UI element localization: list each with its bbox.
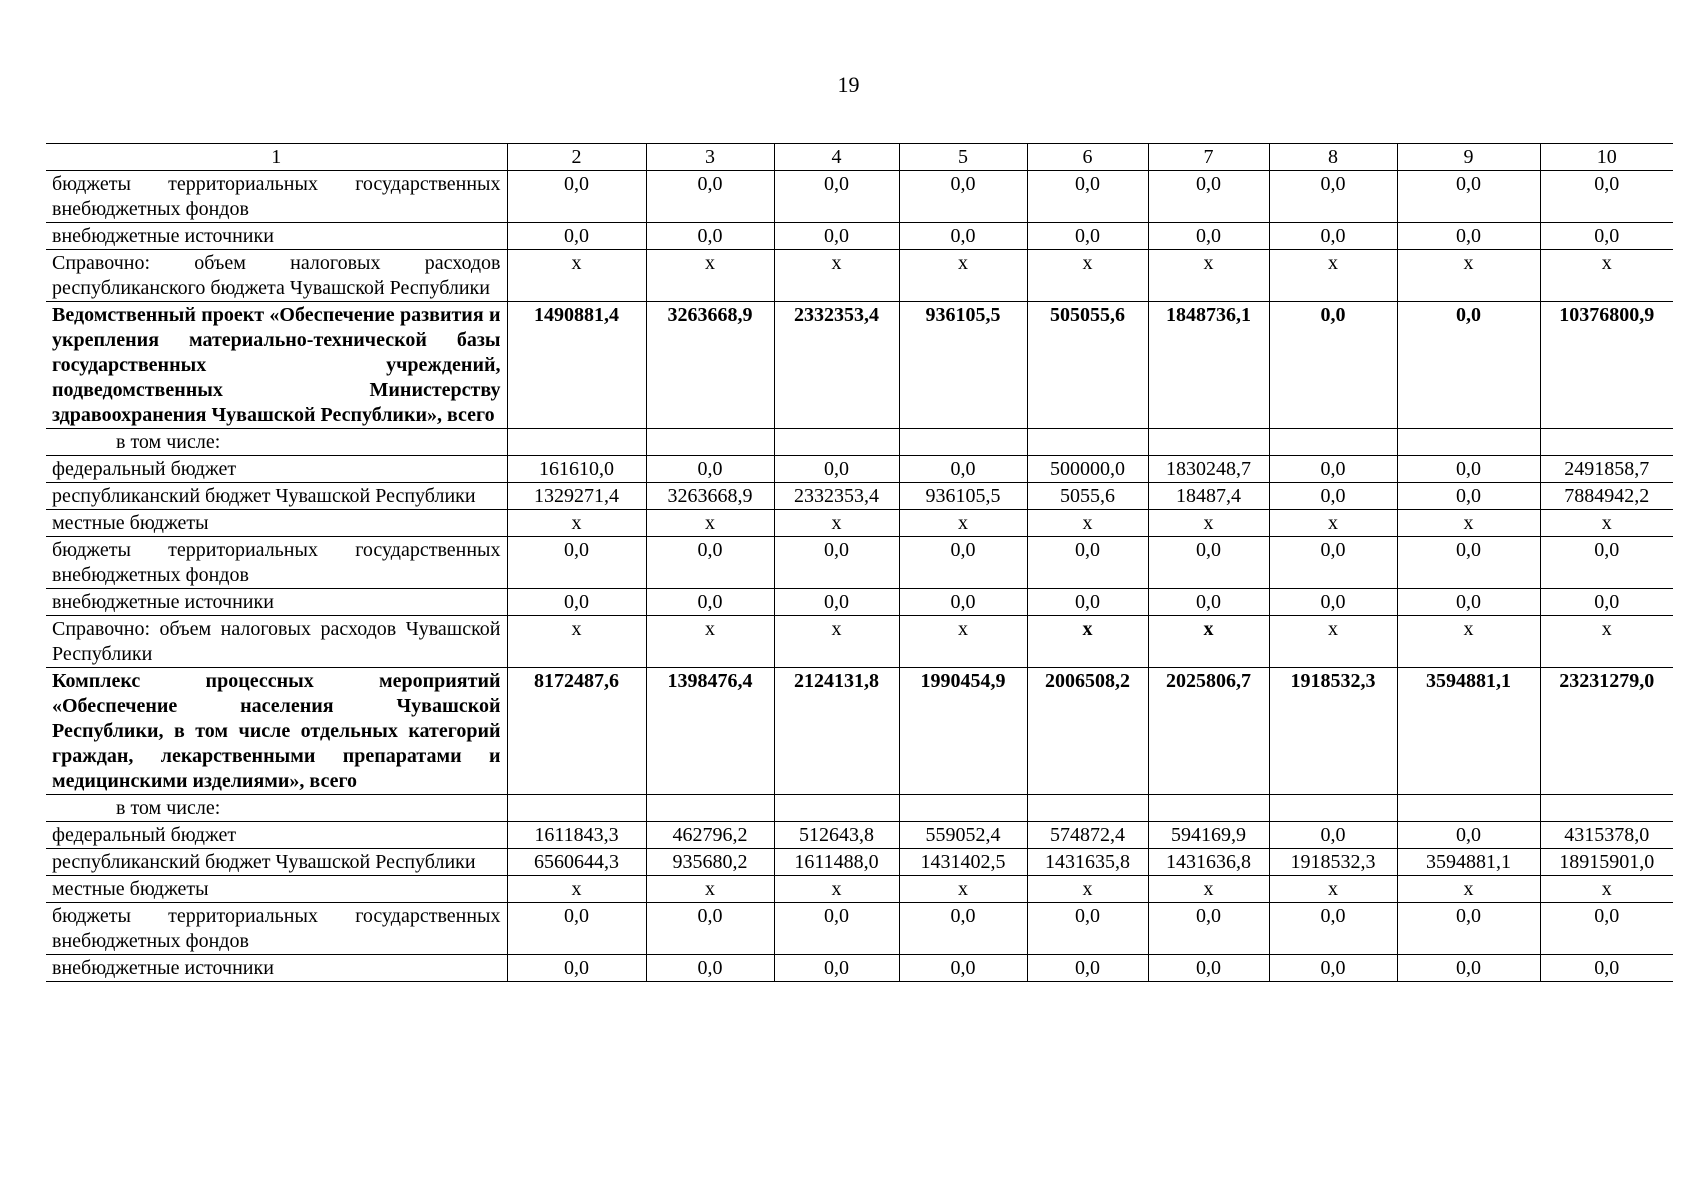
value-cell-col-7: 2025806,7	[1148, 668, 1269, 795]
value-cell-col-6: 0,0	[1027, 537, 1148, 589]
value-cell-col-9: x	[1397, 876, 1540, 903]
value-cell-col-8: 0,0	[1269, 483, 1397, 510]
value-cell-col-3: 0,0	[646, 456, 774, 483]
row-label: внебюджетные источники	[52, 591, 274, 613]
value-cell-col-5: 0,0	[899, 903, 1027, 955]
value-cell-col-8: 0,0	[1269, 955, 1397, 982]
value-cell-col-5: 0,0	[899, 589, 1027, 616]
value-cell-col-2: 0,0	[507, 223, 646, 250]
value-cell-col-7: 0,0	[1148, 171, 1269, 223]
value-cell-col-6: x	[1027, 616, 1148, 668]
value-cell-col-4: x	[774, 876, 899, 903]
value-cell-col-2: 0,0	[507, 903, 646, 955]
value-cell-col-8: 1918532,3	[1269, 849, 1397, 876]
value-cell-col-3: 935680,2	[646, 849, 774, 876]
value-cell-col-10: x	[1540, 876, 1673, 903]
value-cell-col-5: x	[899, 616, 1027, 668]
row-label: в том числе:	[116, 797, 221, 819]
value-cell-col-3: x	[646, 876, 774, 903]
value-cell-col-5: 936105,5	[899, 302, 1027, 429]
value-cell-col-7: 0,0	[1148, 589, 1269, 616]
value-cell-col-6: 0,0	[1027, 223, 1148, 250]
value-cell-col-8: x	[1269, 876, 1397, 903]
value-cell-col-6: x	[1027, 250, 1148, 302]
column-number-row	[46, 144, 1673, 171]
table-body	[46, 144, 1673, 982]
value-cell-col-10	[1540, 429, 1673, 456]
value-cell-col-7: 1848736,1	[1148, 302, 1269, 429]
value-cell-col-7	[1148, 429, 1269, 456]
column-header: 7	[1148, 144, 1269, 171]
value-cell-col-2: x	[507, 510, 646, 537]
value-cell-col-7: x	[1148, 876, 1269, 903]
row-label: Справочно: объем налоговых расходов республиканского бюджета Чувашской Республики	[52, 252, 501, 299]
page-number: 19	[837, 72, 860, 97]
row-label: местные бюджеты	[52, 878, 209, 900]
row-label: федеральный бюджет	[52, 458, 237, 480]
value-cell-col-5: 0,0	[899, 223, 1027, 250]
row-label: в том числе:	[116, 431, 221, 453]
value-cell-col-5	[899, 795, 1027, 822]
value-cell-col-3: 1398476,4	[646, 668, 774, 795]
value-cell-col-4	[774, 795, 899, 822]
value-cell-col-9: 0,0	[1397, 537, 1540, 589]
value-cell-col-7	[1148, 795, 1269, 822]
value-cell-col-10: 2491858,7	[1540, 456, 1673, 483]
value-cell-col-4	[774, 429, 899, 456]
value-cell-col-7: 0,0	[1148, 223, 1269, 250]
table-row	[46, 510, 1673, 537]
value-cell-col-10: 4315378,0	[1540, 822, 1673, 849]
value-cell-col-8: 0,0	[1269, 223, 1397, 250]
value-cell-col-2: 0,0	[507, 171, 646, 223]
row-label: республиканский бюджет Чувашской Республики	[52, 851, 476, 873]
table-row	[46, 876, 1673, 903]
value-cell-col-5: 936105,5	[899, 483, 1027, 510]
value-cell-col-8: 0,0	[1269, 903, 1397, 955]
value-cell-col-2: 6560644,3	[507, 849, 646, 876]
value-cell-col-10: 0,0	[1540, 589, 1673, 616]
value-cell-col-5: 0,0	[899, 955, 1027, 982]
value-cell-col-6: 0,0	[1027, 589, 1148, 616]
value-cell-col-9: 0,0	[1397, 822, 1540, 849]
value-cell-col-10: x	[1540, 616, 1673, 668]
value-cell-col-3: x	[646, 616, 774, 668]
value-cell-col-9: 0,0	[1397, 171, 1540, 223]
value-cell-col-4: 0,0	[774, 537, 899, 589]
value-cell-col-4: 1611488,0	[774, 849, 899, 876]
column-header: 2	[507, 144, 646, 171]
value-cell-col-4: 512643,8	[774, 822, 899, 849]
value-cell-col-2: 1611843,3	[507, 822, 646, 849]
value-cell-col-2	[507, 795, 646, 822]
value-cell-col-7: 0,0	[1148, 903, 1269, 955]
row-label: Ведомственный проект «Обеспечение развития и укрепления материально-технической базы государственных учреждений, подведомственных Министерству здравоохранения Чувашской Республики», всего	[52, 304, 501, 426]
value-cell-col-9: 0,0	[1397, 483, 1540, 510]
value-cell-col-5: x	[899, 876, 1027, 903]
value-cell-col-2: 1329271,4	[507, 483, 646, 510]
value-cell-col-7: 1431636,8	[1148, 849, 1269, 876]
value-cell-col-9: 0,0	[1397, 456, 1540, 483]
value-cell-col-8: x	[1269, 616, 1397, 668]
value-cell-col-8: 0,0	[1269, 456, 1397, 483]
value-cell-col-2: 8172487,6	[507, 668, 646, 795]
value-cell-col-4: 0,0	[774, 903, 899, 955]
value-cell-col-3: 0,0	[646, 537, 774, 589]
value-cell-col-4: 0,0	[774, 955, 899, 982]
value-cell-col-3: 0,0	[646, 955, 774, 982]
value-cell-col-8: 1918532,3	[1269, 668, 1397, 795]
value-cell-col-6: 574872,4	[1027, 822, 1148, 849]
value-cell-col-10: 0,0	[1540, 955, 1673, 982]
value-cell-col-2: 161610,0	[507, 456, 646, 483]
value-cell-col-3: 0,0	[646, 171, 774, 223]
value-cell-col-8: 0,0	[1269, 537, 1397, 589]
value-cell-col-6: 505055,6	[1027, 302, 1148, 429]
value-cell-col-9: 0,0	[1397, 302, 1540, 429]
row-label: бюджеты территориальных государственных внебюджетных фондов	[52, 539, 501, 586]
value-cell-col-5: 0,0	[899, 456, 1027, 483]
value-cell-col-6	[1027, 429, 1148, 456]
budget-table	[46, 143, 1673, 982]
value-cell-col-6: x	[1027, 510, 1148, 537]
table-row	[46, 616, 1673, 668]
row-label: Комплекс процессных мероприятий «Обеспечение населения Чувашской Республики, в том числе отдельных категорий граждан, лекарственными препаратами и медицинскими изделиями», всего	[52, 670, 501, 792]
table-row	[46, 250, 1673, 302]
value-cell-col-5: 1431402,5	[899, 849, 1027, 876]
value-cell-col-9: 0,0	[1397, 589, 1540, 616]
row-label: местные бюджеты	[52, 512, 209, 534]
value-cell-col-9: x	[1397, 616, 1540, 668]
value-cell-col-4: x	[774, 510, 899, 537]
value-cell-col-2: 0,0	[507, 537, 646, 589]
value-cell-col-8: x	[1269, 510, 1397, 537]
value-cell-col-7: 0,0	[1148, 537, 1269, 589]
column-header: 10	[1540, 144, 1673, 171]
value-cell-col-7: 1830248,7	[1148, 456, 1269, 483]
value-cell-col-3	[646, 429, 774, 456]
table-row-subheading	[46, 429, 1673, 456]
value-cell-col-7: x	[1148, 616, 1269, 668]
value-cell-col-4: 2332353,4	[774, 483, 899, 510]
value-cell-col-9: x	[1397, 510, 1540, 537]
row-label: Справочно: объем налоговых расходов Чувашской Республики	[52, 618, 501, 665]
value-cell-col-9: 3594881,1	[1397, 668, 1540, 795]
table-row	[46, 171, 1673, 223]
table-row	[46, 223, 1673, 250]
table-row-subheading	[46, 795, 1673, 822]
value-cell-col-4: x	[774, 250, 899, 302]
value-cell-col-4: 2332353,4	[774, 302, 899, 429]
value-cell-col-5: x	[899, 250, 1027, 302]
value-cell-col-3: x	[646, 510, 774, 537]
value-cell-col-2: x	[507, 616, 646, 668]
value-cell-col-5: x	[899, 510, 1027, 537]
table-row-total	[46, 302, 1673, 429]
value-cell-col-10: 7884942,2	[1540, 483, 1673, 510]
value-cell-col-6	[1027, 795, 1148, 822]
value-cell-col-4: 0,0	[774, 589, 899, 616]
value-cell-col-9: 0,0	[1397, 903, 1540, 955]
column-header: 5	[899, 144, 1027, 171]
value-cell-col-6: 5055,6	[1027, 483, 1148, 510]
value-cell-col-3: 0,0	[646, 903, 774, 955]
table-row	[46, 589, 1673, 616]
value-cell-col-8	[1269, 795, 1397, 822]
value-cell-col-4: 0,0	[774, 223, 899, 250]
value-cell-col-4: 0,0	[774, 171, 899, 223]
value-cell-col-10: x	[1540, 510, 1673, 537]
value-cell-col-7: 18487,4	[1148, 483, 1269, 510]
row-label: федеральный бюджет	[52, 824, 237, 846]
value-cell-col-8: 0,0	[1269, 302, 1397, 429]
table-row	[46, 456, 1673, 483]
value-cell-col-9: 0,0	[1397, 223, 1540, 250]
value-cell-col-6: 0,0	[1027, 903, 1148, 955]
table-row	[46, 955, 1673, 982]
value-cell-col-2: x	[507, 876, 646, 903]
value-cell-col-4: 0,0	[774, 456, 899, 483]
value-cell-col-2: 1490881,4	[507, 302, 646, 429]
table-row-total	[46, 668, 1673, 795]
value-cell-col-5	[899, 429, 1027, 456]
column-header: 8	[1269, 144, 1397, 171]
value-cell-col-4: x	[774, 616, 899, 668]
column-header: 1	[271, 146, 282, 168]
value-cell-col-10: 10376800,9	[1540, 302, 1673, 429]
row-label: республиканский бюджет Чувашской Республики	[52, 485, 476, 507]
value-cell-col-8: 0,0	[1269, 822, 1397, 849]
value-cell-col-7: x	[1148, 250, 1269, 302]
column-header: 9	[1397, 144, 1540, 171]
value-cell-col-5: 559052,4	[899, 822, 1027, 849]
value-cell-col-3: x	[646, 250, 774, 302]
column-header: 4	[774, 144, 899, 171]
value-cell-col-7: 594169,9	[1148, 822, 1269, 849]
table-row	[46, 537, 1673, 589]
value-cell-col-2: 0,0	[507, 955, 646, 982]
value-cell-col-9: 0,0	[1397, 955, 1540, 982]
value-cell-col-6: 500000,0	[1027, 456, 1148, 483]
value-cell-col-6: 0,0	[1027, 171, 1148, 223]
value-cell-col-10: 0,0	[1540, 537, 1673, 589]
value-cell-col-8: 0,0	[1269, 589, 1397, 616]
value-cell-col-6: 0,0	[1027, 955, 1148, 982]
table-row	[46, 903, 1673, 955]
value-cell-col-3: 3263668,9	[646, 302, 774, 429]
value-cell-col-9	[1397, 795, 1540, 822]
value-cell-col-10: x	[1540, 250, 1673, 302]
table-row	[46, 822, 1673, 849]
value-cell-col-6: x	[1027, 876, 1148, 903]
value-cell-col-9: 3594881,1	[1397, 849, 1540, 876]
value-cell-col-5: 0,0	[899, 537, 1027, 589]
value-cell-col-9	[1397, 429, 1540, 456]
column-header: 3	[646, 144, 774, 171]
value-cell-col-5: 1990454,9	[899, 668, 1027, 795]
value-cell-col-2: 0,0	[507, 589, 646, 616]
value-cell-col-3: 0,0	[646, 223, 774, 250]
table-row	[46, 483, 1673, 510]
value-cell-col-2	[507, 429, 646, 456]
value-cell-col-2: x	[507, 250, 646, 302]
table-row	[46, 849, 1673, 876]
value-cell-col-7: x	[1148, 510, 1269, 537]
value-cell-col-3: 462796,2	[646, 822, 774, 849]
row-label: бюджеты территориальных государственных внебюджетных фондов	[52, 905, 501, 952]
value-cell-col-3: 0,0	[646, 589, 774, 616]
column-header: 6	[1027, 144, 1148, 171]
value-cell-col-10: 0,0	[1540, 223, 1673, 250]
value-cell-col-6: 1431635,8	[1027, 849, 1148, 876]
row-label: внебюджетные источники	[52, 225, 274, 247]
value-cell-col-10: 0,0	[1540, 903, 1673, 955]
value-cell-col-5: 0,0	[899, 171, 1027, 223]
value-cell-col-10: 23231279,0	[1540, 668, 1673, 795]
row-label: бюджеты территориальных государственных внебюджетных фондов	[52, 173, 501, 220]
value-cell-col-8: x	[1269, 250, 1397, 302]
row-label: внебюджетные источники	[52, 957, 274, 979]
value-cell-col-10: 18915901,0	[1540, 849, 1673, 876]
value-cell-col-10: 0,0	[1540, 171, 1673, 223]
value-cell-col-4: 2124131,8	[774, 668, 899, 795]
value-cell-col-7: 0,0	[1148, 955, 1269, 982]
value-cell-col-9: x	[1397, 250, 1540, 302]
value-cell-col-8	[1269, 429, 1397, 456]
value-cell-col-3	[646, 795, 774, 822]
value-cell-col-6: 2006508,2	[1027, 668, 1148, 795]
value-cell-col-10	[1540, 795, 1673, 822]
value-cell-col-8: 0,0	[1269, 171, 1397, 223]
value-cell-col-3: 3263668,9	[646, 483, 774, 510]
